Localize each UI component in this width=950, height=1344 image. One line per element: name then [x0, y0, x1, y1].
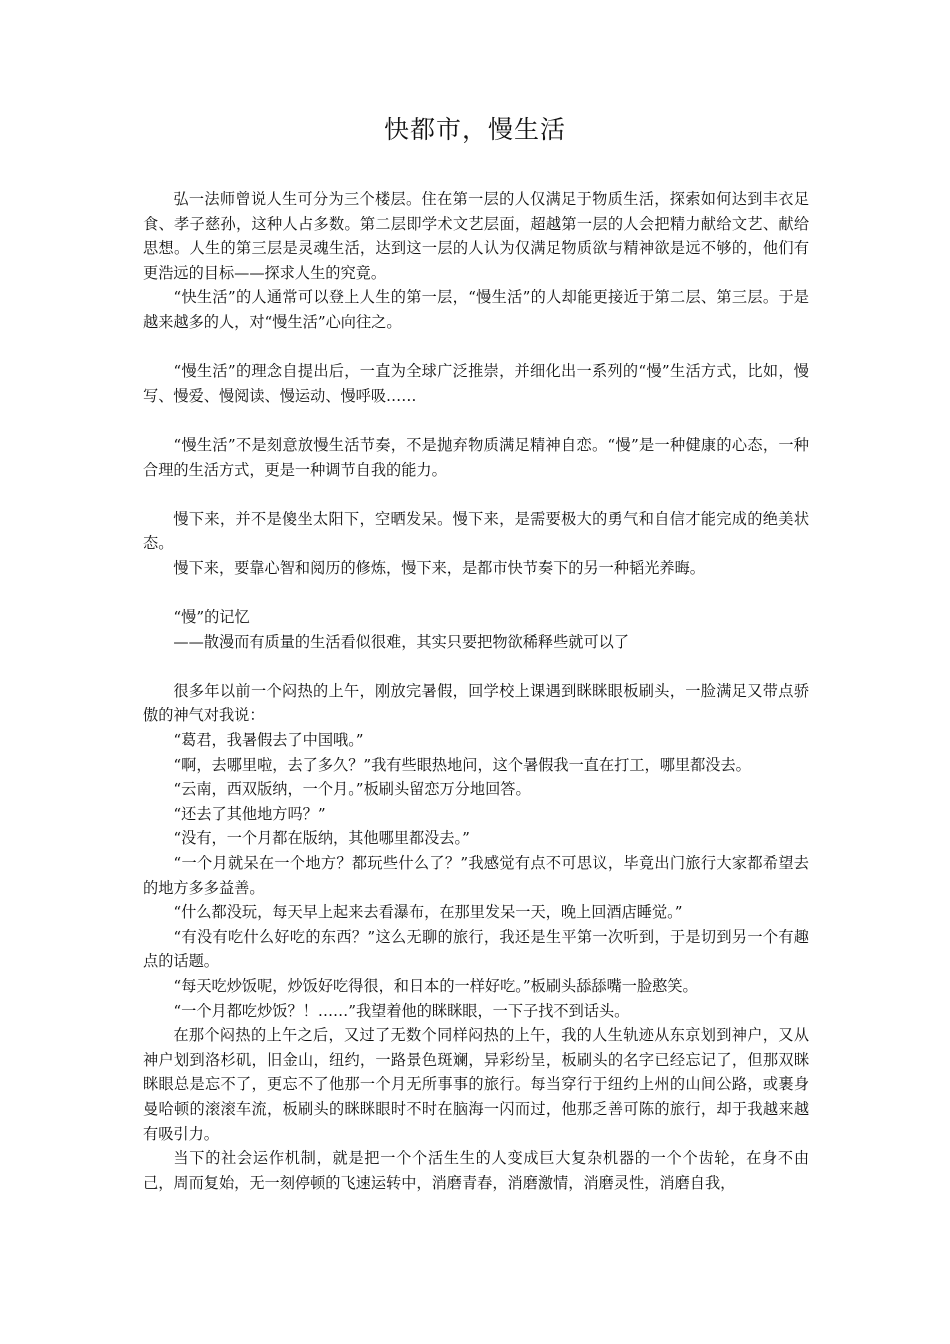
dialogue-line: “云南，西双版纳，一个月。”板刷头留恋万分地回答。 [173, 780, 531, 799]
dialogue-line: “还去了其他地方吗？” [173, 804, 326, 823]
paragraph: 弘一法师曾说人生可分为三个楼层。住在第一层的人仅满足于物质生活，探索如何达到丰衣足食、孝子慈孙，这种人占多数。第二层即学术文艺层面，超越第一层的人会把精力献给文艺、献给思想。人生的第三层是灵魂生活，达到这一层的人认为仅满足物质欲与精神欲是远不够的，他们有更浩远的目标——探求人生的究竟。 [143, 190, 809, 282]
paragraph-gap [143, 335, 809, 360]
dialogue-line: “每天吃炒饭呢，炒饭好吃得很，和日本的一样好吃。”板刷头舔舔嘴一脸憨笑。 [173, 977, 698, 995]
dialogue-line: “没有，一个月都在版纳，其他哪里都没去。” [173, 829, 470, 848]
paragraph: “慢生活”不是刻意放慢生活节奏，不是抛弃物质满足精神自恋。“慢”是一种健康的心态，一种合理的生活方式，更是一种调节自我的能力。 [143, 435, 809, 479]
page-title: 快都市，慢生活 [383, 115, 566, 144]
paragraph: “慢生活”的理念自提出后，一直为全球广泛推崇，并细化出一系列的“慢”生活方式，比如，慢写、慢爱、慢阅读、慢运动、慢呼吸…… [143, 362, 809, 405]
paragraph: 在那个闷热的上午之后，又过了无数个同样闷热的上午，我的人生轨迹从东京划到神户，又从神户划到洛杉矶，旧金山，纽约，一路景色斑斓，异彩纷呈，板刷头的名字已经忘记了，但那双眯眯眼总是忘不了，更忘不了他那一个月无所事事的旅行。每当穿行于纽约上州的山间公路，或裹身曼哈顿的滚滚车流，板刷头的眯眯眼时不时在脑海一闪而过，他那乏善可陈的旅行，却于我越来越有吸引力。 [143, 1026, 809, 1143]
paragraph: 很多年以前一个闷热的上午，刚放完暑假，回学校上课遇到眯眯眼板刷头，一脸满足又带点骄傲的神气对我说： [143, 681, 809, 725]
paragraph-gap [143, 482, 809, 507]
section-heading: “慢”的记忆 [173, 608, 250, 627]
paragraph-gap [143, 654, 809, 679]
dialogue-line: “有没有吃什么好吃的东西？”这么无聊的旅行，我还是生平第一次听到，于是切到另一个有趣点的话题。 [143, 927, 809, 971]
paragraph: 慢下来，并不是傻坐太阳下，空晒发呆。慢下来，是需要极大的勇气和自信才能完成的绝美状态。 [143, 509, 809, 553]
paragraph: “快生活”的人通常可以登上人生的第一层，“慢生活”的人却能更接近于第二层、第三层。于是越来越多的人，对“慢生活”心向往之。 [143, 288, 809, 331]
dialogue-line: “啊，去哪里啦，去了多久？”我有些眼热地问，这个暑假我一直在打工，哪里都没去。 [173, 755, 751, 774]
paragraph-gap [143, 408, 809, 433]
paragraph: 当下的社会运作机制，就是把一个个活生生的人变成巨大复杂机器的一个个齿轮，在身不由己，周而复始，无一刻停顿的飞速运转中，消磨青春，消磨激情，消磨灵性，消磨自我， [143, 1149, 809, 1192]
dialogue-line: “葛君，我暑假去了中国哦。” [173, 731, 364, 750]
article-body [143, 187, 809, 1195]
dialogue-line: “一个月都吃炒饭？！……”我望着他的眯眯眼，一下子找不到话头。 [173, 1001, 630, 1020]
paragraph: 慢下来，要靠心智和阅历的修炼，慢下来，是都市快节奏下的另一种韬光养晦。 [173, 558, 705, 577]
dialogue-line: “一个月就呆在一个地方？都玩些什么了？”我感觉有点不可思议，毕竟出门旅行大家都希望去的地方多多益善。 [143, 854, 809, 897]
paragraph-gap [143, 581, 809, 606]
dialogue-line: “什么都没玩，每天早上起来去看瀑布，在那里发呆一天，晚上回酒店睡觉。” [173, 903, 683, 922]
section-subheading: ——散漫而有质量的生活看似很难，其实只要把物欲稀释些就可以了 [173, 632, 630, 651]
